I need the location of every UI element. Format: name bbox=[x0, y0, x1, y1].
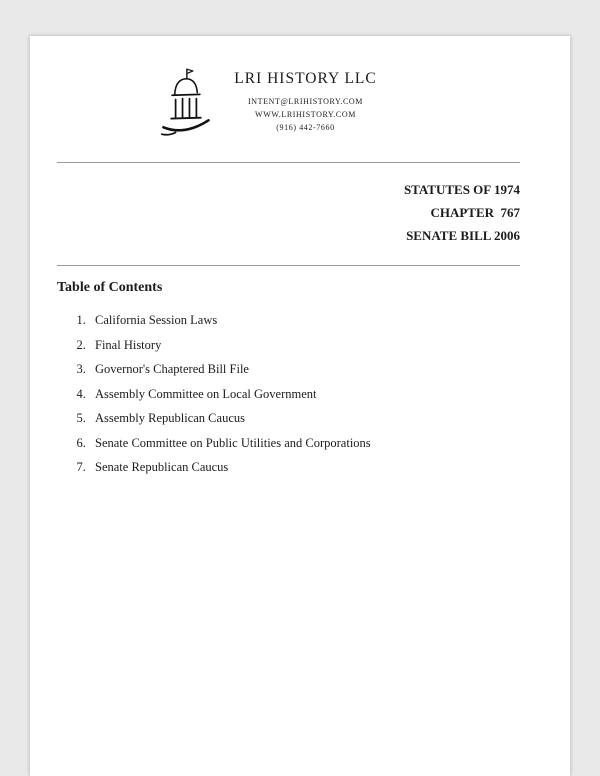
toc-list bbox=[57, 314, 520, 474]
toc-item: 7. Senate Republican Caucus bbox=[89, 461, 520, 474]
divider-bottom bbox=[57, 265, 520, 266]
toc-title: Table of Contents bbox=[57, 280, 163, 295]
company-website: WWW.LRIHISTORY.COM bbox=[255, 110, 356, 119]
divider-top bbox=[57, 162, 520, 163]
toc-item: 2. Final History bbox=[89, 339, 520, 352]
company-name: LRI HISTORY LLC bbox=[234, 70, 377, 87]
statute-reference-block bbox=[57, 178, 520, 247]
letterhead bbox=[57, 64, 480, 140]
toc-item: 1. California Session Laws bbox=[89, 314, 520, 327]
letterhead-text bbox=[234, 64, 376, 134]
toc-item: 3. Governor's Chaptered Bill File bbox=[89, 363, 520, 376]
company-phone: (916) 442-7660 bbox=[276, 123, 335, 132]
document-page bbox=[30, 36, 570, 776]
toc-item: 5. Assembly Republican Caucus bbox=[89, 412, 520, 425]
statutes-line: STATUTES OF 1974 bbox=[403, 182, 520, 197]
toc-item: 4. Assembly Committee on Local Government bbox=[89, 388, 520, 401]
company-email: INTENT@LRIHISTORY.COM bbox=[247, 97, 363, 106]
senate-bill-line: SENATE BILL 2006 bbox=[406, 228, 520, 243]
capitol-logo-icon bbox=[160, 66, 212, 140]
chapter-line: CHAPTER 767 bbox=[430, 205, 520, 220]
toc-item: 6. Senate Committee on Public Utilities and Corporations bbox=[89, 437, 520, 450]
